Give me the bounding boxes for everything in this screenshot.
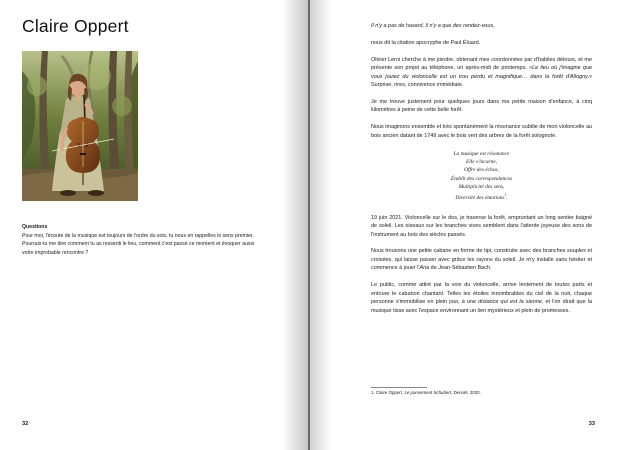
footnote-reference: 1 <box>504 192 507 197</box>
question-1: Pour moi, l'écoute de la musique est toujours de l'ordre du sois, tu nous en rappelles le sens premier. <box>22 232 254 239</box>
questions-heading: Questions <box>22 224 48 230</box>
paragraph-2-quote: «Le lieu où j'imagine que vous jouiez du violoncelle est un trou perdu et magnifique… dans la forêt d'Allogny.» <box>371 65 592 80</box>
paragraph-4: Nous imaginons ensemble et très spontanément la résonance subtile de mon violoncelle au bois ancien datant de 1749 avec le bois vert des arbres de la forêt solognote. <box>371 124 592 139</box>
paragraph-5: 19 juin 2021. Violoncelle sur le dos, je traverse la forêt, empruntant un long sentier baigné de soleil. Les oiseaux sur les branches vives semblent dans l'attente joyeuse des sons de l'instrument au bois des siècles passés. <box>371 214 592 238</box>
poem-line-4: Établit des correspondances <box>450 175 513 182</box>
paragraph-6 <box>371 247 592 272</box>
poem-line-5: Multiplicité des sens, <box>458 183 505 190</box>
questions-block <box>22 223 262 257</box>
footnote-end: , Denoël, 2020. <box>451 390 481 395</box>
footnote-book-title: Le pansement Schubert <box>404 390 452 395</box>
chapter-title: Claire Oppert <box>22 16 129 36</box>
paragraph-6-aria: Aria <box>419 265 430 272</box>
page-number-left: 32 <box>22 421 29 427</box>
footnote-start: 1. Claire Oppert, <box>371 390 405 395</box>
poem <box>371 150 592 201</box>
cellist-photo <box>22 51 138 201</box>
paragraph-2-end: Surprise, rires, connivence immédiate. <box>371 82 464 89</box>
epigraph: Il n'y a pas de hasard, il n'y a que des rendez-vous, <box>371 23 495 29</box>
right-page <box>310 0 619 450</box>
paragraph-1: nous dit la citation apocryphe de Paul Éluard. <box>371 39 481 46</box>
paragraph-6-end: de Jean-Sébastien Bach. <box>429 265 492 272</box>
poem-line-1: La musique est résonance <box>453 151 510 158</box>
question-2: Pourrais-tu me dire comment tu as ressenti le lieu, comment c'est passé ce moment et évoquer aussi votre improbable rencontre ? <box>22 241 255 256</box>
paragraph-7-end: , et l'on dirait que la musique tisse avec l'espace environnant un lien mystérieux et plein de promesses. <box>371 299 592 314</box>
left-page <box>0 0 308 450</box>
body-text <box>371 22 592 323</box>
paragraph-2-start: Olivier Leroi cherche à me joindre, obtenant mes coordonnées par d'habiles détours, et me présente son projet au téléphone, un après-midi de printemps. <box>371 56 592 72</box>
paragraph-7 <box>371 281 592 315</box>
paragraph-2 <box>371 56 592 90</box>
paragraph-7-start: Le public, comme attiré par la voix du violoncelle, arrive lentement de toutes parts et entoure le cabanon chantant. Telles les étoiles innombrables du ciel de la nuit, chaque personne s'immobilise en plein jour, <box>371 282 592 306</box>
poem-line-6: Diversité des émotions$^1$. <box>455 192 508 201</box>
cellist-photo-image <box>22 51 138 201</box>
footnote-rule <box>371 387 427 388</box>
poem-line-3: Offre des échos, <box>464 167 499 174</box>
poem-line-2: Elle s'incarne, <box>465 159 498 166</box>
footnote <box>371 390 592 396</box>
page-number-right: 33 <box>588 421 595 427</box>
gutter-shadow-right <box>310 0 332 450</box>
paragraph-6-start: Nous trouvons une petite cabane en forme de tipi, construite avec des branches souples et croisées, qui laisse passer avec grâce les rayons du soleil. Je m'y installe sans hésiter et commence à jouer l' <box>371 248 592 272</box>
poem-line-6-text: Diversité des émotions <box>455 194 505 201</box>
gutter-shadow-left <box>282 0 308 450</box>
paragraph-3: Je me trouve justement pour quelques jours dans ma petite maison d'enfance, à cinq kilomètres à peine de cette belle forêt. <box>371 99 592 114</box>
paragraph-7-italic: à une distance qui est la sienne <box>461 299 542 306</box>
